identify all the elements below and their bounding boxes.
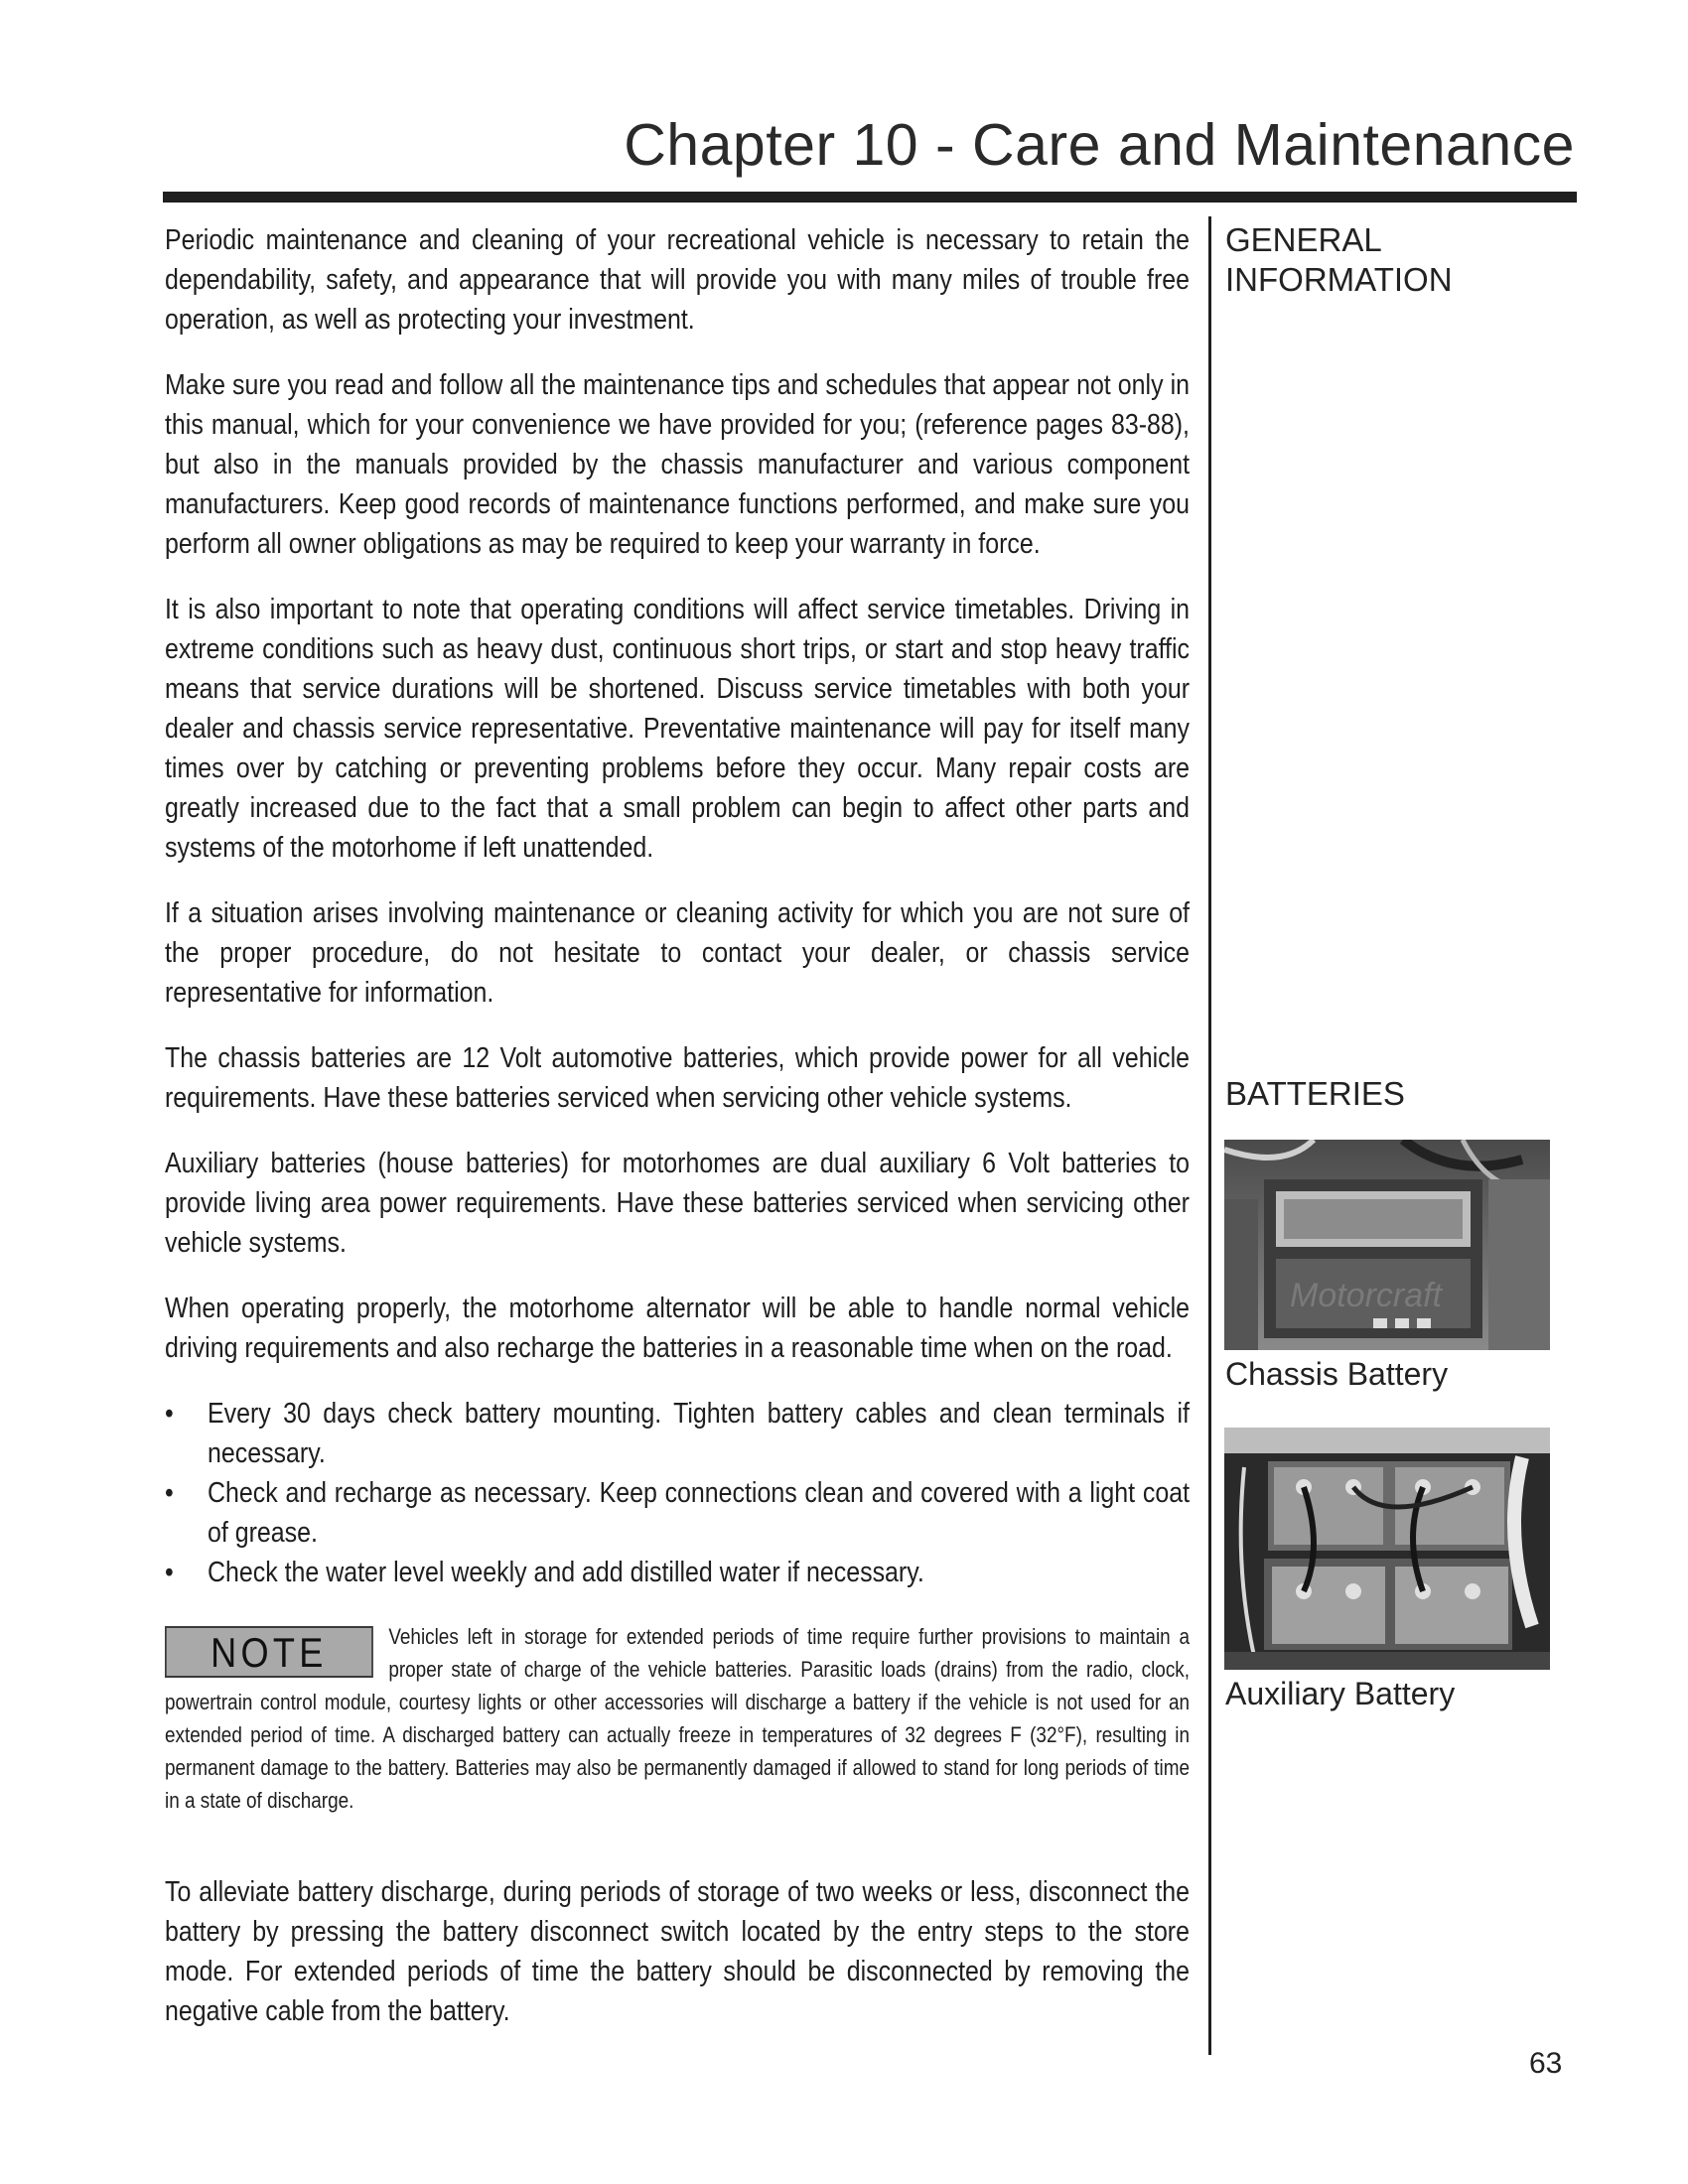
paragraph-batteries-1: The chassis batteries are 12 Volt automotive batteries, which provide power for all vehicle requirements. Have these batteries serviced when servicing other vehicle systems.	[165, 1042, 1190, 1114]
section-heading-general-information: GENERAL INFORMATION	[1225, 221, 1453, 298]
paragraph-batteries-3: When operating properly, the motorhome alternator will be able to handle normal vehicle driving requirements and also recharge the batteries in a reasonable time when on the road.	[165, 1293, 1190, 1364]
note-badge	[165, 1626, 373, 1678]
chassis-battery-photo	[1224, 1140, 1550, 1350]
chassis-battery-illustration	[1224, 1140, 1550, 1350]
auxiliary-battery-photo	[1224, 1428, 1550, 1670]
paragraph-general-1: Periodic maintenance and cleaning of your recreational vehicle is necessary to retain the dependability, safety, and appearance that will provide you with many miles of trouble free operation, as well as protecting your investment.	[165, 224, 1190, 336]
note-block	[165, 1620, 1190, 1817]
paragraph-batteries-2: Auxiliary batteries (house batteries) for motorhomes are dual auxiliary 6 Volt batteries to provide living area power requirements. Have these batteries serviced when servicing other vehicle systems.	[165, 1148, 1190, 1259]
battery-checklist	[165, 1394, 1190, 1592]
main-text-column	[165, 220, 1190, 2057]
chassis-battery-caption: Chassis Battery	[1225, 1356, 1449, 1392]
auxiliary-battery-illustration	[1224, 1428, 1550, 1670]
svg-text:Motorcraft: Motorcraft	[1290, 1277, 1443, 1314]
paragraph-general-4: If a situation arises involving maintenance or cleaning activity for which you are not sure of the proper procedure, do not hesitate to contact your dealer, or chassis service representative for information.	[165, 897, 1190, 1009]
chapter-title: Chapter 10 - Care and Maintenance	[624, 112, 1575, 178]
paragraph-storage: To alleviate battery discharge, during periods of storage of two weeks or less, disconnect the battery by pressing the battery disconnect switch located by the entry steps to the store mode. For extended periods of time the battery should be disconnected by removing the negative cable from the battery.	[165, 1876, 1190, 2027]
paragraph-general-3: It is also important to note that operating conditions will affect service timetables. Driving in extreme conditions such as heavy dust, continuous short trips, or start and stop heavy traffic means that service durations will be shortened. Discuss service timetables with both your dealer and chassis service representative. Preventative maintenance will pay for itself many times over by catching or preventing problems before they occur. Many repair costs are greatly increased due to the fact that a small problem can begin to affect other parts and systems of the motorhome if left unattended.	[165, 594, 1190, 864]
checklist-item: • Check and recharge as necessary. Keep connections clean and covered with a light coat of grease.	[165, 1473, 1190, 1553]
note-text: Vehicles left in storage for extended periods of time require further provisions to maintain a proper state of charge of the vehicle batteries. Parasitic loads (drains) from the radio, clock, powertrain control module, courtesy lights or other accessories will discharge a battery if the vehicle is not used for an extended period of time. A discharged battery can actually freeze in temperatures of 32 degrees F (32°F), resulting in permanent damage to the battery. Batteries may also be permanently damaged if allowed to stand for long periods of time in a state of discharge.	[165, 1624, 1190, 1813]
note-label: NOTE	[211, 1629, 328, 1676]
auxiliary-battery-caption: Auxiliary Battery	[1225, 1676, 1456, 1711]
column-divider	[1208, 216, 1211, 2055]
title-rule	[163, 192, 1577, 203]
checklist-item: • Check the water level weekly and add distilled water if necessary.	[165, 1553, 1190, 1592]
page-number: 63	[1529, 2047, 1563, 2080]
section-heading-batteries: BATTERIES	[1225, 1075, 1405, 1112]
checklist-item: • Every 30 days check battery mounting. Tighten battery cables and clean terminals if necessary.	[165, 1394, 1190, 1473]
paragraph-general-2: Make sure you read and follow all the maintenance tips and schedules that appear not only in this manual, which for your convenience we have provided for you; (reference pages 83-88), but also in the manuals provided by the chassis manufacturer and various component manufacturers. Keep good records of maintenance functions performed, and make sure you perform all owner obligations as may be required to keep your warranty in force.	[165, 369, 1190, 560]
